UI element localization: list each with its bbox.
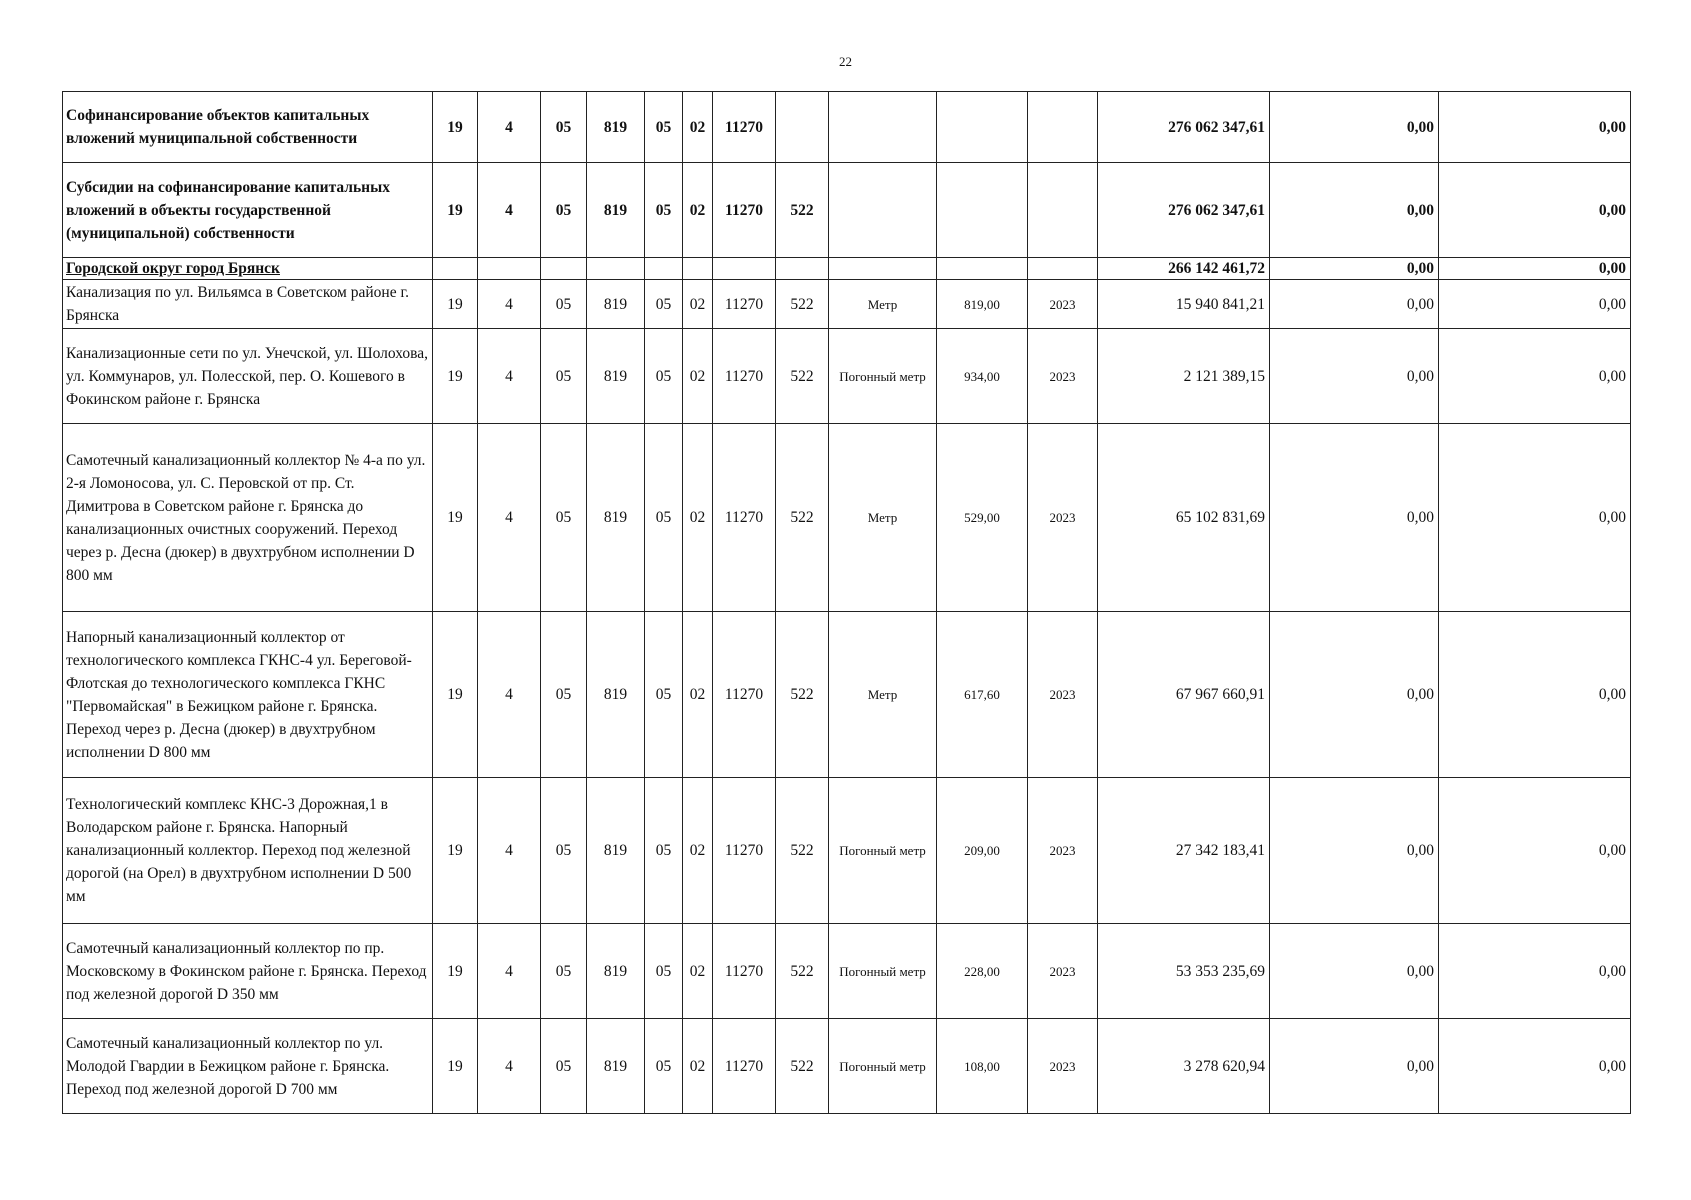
code-2: 4	[478, 163, 541, 258]
quantity-cell: 108,00	[937, 1019, 1028, 1114]
budget-table	[62, 91, 1631, 1114]
year-cell	[1028, 163, 1098, 258]
table-row	[63, 1019, 1631, 1114]
code-7: 11270	[713, 163, 776, 258]
item-name: Самотечный канализационный коллектор по пр. Московскому в Фокинском районе г. Брянска. Переход под железной дорогой D 350 мм	[63, 924, 433, 1019]
code-6: 02	[683, 612, 713, 778]
code-7: 11270	[713, 280, 776, 329]
quantity-cell: 529,00	[937, 424, 1028, 612]
amount-2: 0,00	[1270, 92, 1439, 163]
quantity-cell: 934,00	[937, 329, 1028, 424]
quantity-cell	[937, 92, 1028, 163]
code-1	[433, 258, 478, 280]
code-4: 819	[587, 92, 645, 163]
code-6: 02	[683, 329, 713, 424]
amount-3: 0,00	[1439, 92, 1631, 163]
code-2	[478, 258, 541, 280]
code-6: 02	[683, 778, 713, 924]
code-1: 19	[433, 92, 478, 163]
amount-1: 27 342 183,41	[1098, 778, 1270, 924]
code-4: 819	[587, 612, 645, 778]
amount-2: 0,00	[1270, 329, 1439, 424]
code-2: 4	[478, 92, 541, 163]
code-3: 05	[541, 163, 587, 258]
amount-2: 0,00	[1270, 163, 1439, 258]
code-8: 522	[776, 329, 829, 424]
subtotal-row	[63, 258, 1631, 280]
amount-1: 67 967 660,91	[1098, 612, 1270, 778]
amount-2: 0,00	[1270, 424, 1439, 612]
code-2: 4	[478, 1019, 541, 1114]
code-6: 02	[683, 280, 713, 329]
code-2: 4	[478, 329, 541, 424]
code-3: 05	[541, 424, 587, 612]
code-8: 522	[776, 163, 829, 258]
code-5: 05	[645, 92, 683, 163]
code-5: 05	[645, 163, 683, 258]
amount-3: 0,00	[1439, 424, 1631, 612]
item-name: Городской округ город Брянск	[63, 258, 433, 280]
item-name: Канализация по ул. Вильямса в Советском районе г. Брянска	[63, 280, 433, 329]
code-3: 05	[541, 924, 587, 1019]
unit-cell: Метр	[829, 280, 937, 329]
year-cell: 2023	[1028, 778, 1098, 924]
item-name: Самотечный канализационный коллектор № 4-а по ул. 2-я Ломоносова, ул. С. Перовской от пр. Ст. Димитрова в Советском районе г. Брянска до канализационных очистных сооружений. Переход через р. Десна (дюкер) в двухтрубном исполнении D 800 мм	[63, 424, 433, 612]
amount-3: 0,00	[1439, 258, 1631, 280]
code-3: 05	[541, 329, 587, 424]
code-8: 522	[776, 612, 829, 778]
code-1: 19	[433, 424, 478, 612]
unit-cell	[829, 163, 937, 258]
code-4: 819	[587, 329, 645, 424]
amount-1: 276 062 347,61	[1098, 92, 1270, 163]
amount-2: 0,00	[1270, 280, 1439, 329]
code-4: 819	[587, 163, 645, 258]
code-2: 4	[478, 612, 541, 778]
unit-cell: Погонный метр	[829, 329, 937, 424]
code-3	[541, 258, 587, 280]
quantity-cell: 228,00	[937, 924, 1028, 1019]
code-8: 522	[776, 924, 829, 1019]
code-7: 11270	[713, 612, 776, 778]
item-name: Самотечный канализационный коллектор по ул. Молодой Гвардии в Бежицком районе г. Брянска. Переход под железной дорогой D 700 мм	[63, 1019, 433, 1114]
code-8: 522	[776, 424, 829, 612]
amount-1: 276 062 347,61	[1098, 163, 1270, 258]
code-2: 4	[478, 924, 541, 1019]
table-row	[63, 280, 1631, 329]
code-3: 05	[541, 280, 587, 329]
item-name: Напорный канализационный коллектор от технологического комплекса ГКНС-4 ул. Береговой-Флотская до технологического комплекса ГКНС "Первомайская" в Бежицком районе г. Брянска. Переход через р. Десна (дюкер) в двухтрубном исполнении D 800 мм	[63, 612, 433, 778]
year-cell: 2023	[1028, 1019, 1098, 1114]
amount-2: 0,00	[1270, 924, 1439, 1019]
code-6: 02	[683, 163, 713, 258]
quantity-cell: 617,60	[937, 612, 1028, 778]
code-8: 522	[776, 778, 829, 924]
amount-3: 0,00	[1439, 778, 1631, 924]
code-2: 4	[478, 280, 541, 329]
code-1: 19	[433, 163, 478, 258]
code-1: 19	[433, 924, 478, 1019]
code-7: 11270	[713, 924, 776, 1019]
year-cell	[1028, 258, 1098, 280]
amount-1: 3 278 620,94	[1098, 1019, 1270, 1114]
unit-cell: Погонный метр	[829, 1019, 937, 1114]
item-name: Канализационные сети по ул. Унечской, ул. Шолохова, ул. Коммунаров, ул. Полесской, пер. О. Кошевого в Фокинском районе г. Брянска	[63, 329, 433, 424]
quantity-cell	[937, 258, 1028, 280]
code-3: 05	[541, 612, 587, 778]
amount-1: 15 940 841,21	[1098, 280, 1270, 329]
year-cell: 2023	[1028, 329, 1098, 424]
amount-3: 0,00	[1439, 612, 1631, 778]
code-8	[776, 258, 829, 280]
year-cell	[1028, 92, 1098, 163]
unit-cell: Погонный метр	[829, 778, 937, 924]
amount-1: 65 102 831,69	[1098, 424, 1270, 612]
code-4: 819	[587, 924, 645, 1019]
code-5: 05	[645, 424, 683, 612]
code-1: 19	[433, 280, 478, 329]
code-7: 11270	[713, 329, 776, 424]
code-1: 19	[433, 1019, 478, 1114]
code-3: 05	[541, 92, 587, 163]
amount-2: 0,00	[1270, 778, 1439, 924]
year-cell: 2023	[1028, 924, 1098, 1019]
code-8	[776, 92, 829, 163]
code-4: 819	[587, 778, 645, 924]
code-5: 05	[645, 329, 683, 424]
amount-1: 53 353 235,69	[1098, 924, 1270, 1019]
code-8: 522	[776, 1019, 829, 1114]
table-row	[63, 163, 1631, 258]
code-6	[683, 258, 713, 280]
year-cell: 2023	[1028, 280, 1098, 329]
table-row	[63, 924, 1631, 1019]
item-name: Субсидии на софинансирование капитальных вложений в объекты государственной (муниципальной) собственности	[63, 163, 433, 258]
code-6: 02	[683, 1019, 713, 1114]
code-5	[645, 258, 683, 280]
code-6: 02	[683, 92, 713, 163]
year-cell: 2023	[1028, 424, 1098, 612]
code-8: 522	[776, 280, 829, 329]
code-1: 19	[433, 778, 478, 924]
code-7: 11270	[713, 1019, 776, 1114]
code-5: 05	[645, 280, 683, 329]
code-7	[713, 258, 776, 280]
code-4: 819	[587, 424, 645, 612]
code-3: 05	[541, 778, 587, 924]
quantity-cell: 209,00	[937, 778, 1028, 924]
amount-2: 0,00	[1270, 612, 1439, 778]
amount-3: 0,00	[1439, 163, 1631, 258]
quantity-cell: 819,00	[937, 280, 1028, 329]
code-4: 819	[587, 280, 645, 329]
quantity-cell	[937, 163, 1028, 258]
code-5: 05	[645, 1019, 683, 1114]
code-7: 11270	[713, 778, 776, 924]
code-7: 11270	[713, 424, 776, 612]
table-row	[63, 424, 1631, 612]
code-2: 4	[478, 424, 541, 612]
code-4: 819	[587, 1019, 645, 1114]
table-row	[63, 612, 1631, 778]
unit-cell	[829, 92, 937, 163]
amount-3: 0,00	[1439, 329, 1631, 424]
code-2: 4	[478, 778, 541, 924]
amount-3: 0,00	[1439, 280, 1631, 329]
unit-cell: Метр	[829, 612, 937, 778]
code-3: 05	[541, 1019, 587, 1114]
code-5: 05	[645, 612, 683, 778]
code-1: 19	[433, 329, 478, 424]
code-5: 05	[645, 924, 683, 1019]
table-row	[63, 92, 1631, 163]
page-number: 22	[839, 54, 852, 69]
code-1: 19	[433, 612, 478, 778]
code-5: 05	[645, 778, 683, 924]
code-6: 02	[683, 924, 713, 1019]
code-4	[587, 258, 645, 280]
amount-1: 266 142 461,72	[1098, 258, 1270, 280]
amount-1: 2 121 389,15	[1098, 329, 1270, 424]
unit-cell: Погонный метр	[829, 924, 937, 1019]
code-7: 11270	[713, 92, 776, 163]
unit-cell: Метр	[829, 424, 937, 612]
table-row	[63, 329, 1631, 424]
unit-cell	[829, 258, 937, 280]
year-cell: 2023	[1028, 612, 1098, 778]
amount-2: 0,00	[1270, 258, 1439, 280]
item-name: Софинансирование объектов капитальных вложений муниципальной собственности	[63, 92, 433, 163]
code-6: 02	[683, 424, 713, 612]
amount-3: 0,00	[1439, 924, 1631, 1019]
table-row	[63, 778, 1631, 924]
amount-3: 0,00	[1439, 1019, 1631, 1114]
item-name: Технологический комплекс КНС-3 Дорожная,1 в Володарском районе г. Брянска. Напорный канализационный коллектор. Переход под железной дорогой (на Орел) в двухтрубном исполнении D 500 мм	[63, 778, 433, 924]
amount-2: 0,00	[1270, 1019, 1439, 1114]
